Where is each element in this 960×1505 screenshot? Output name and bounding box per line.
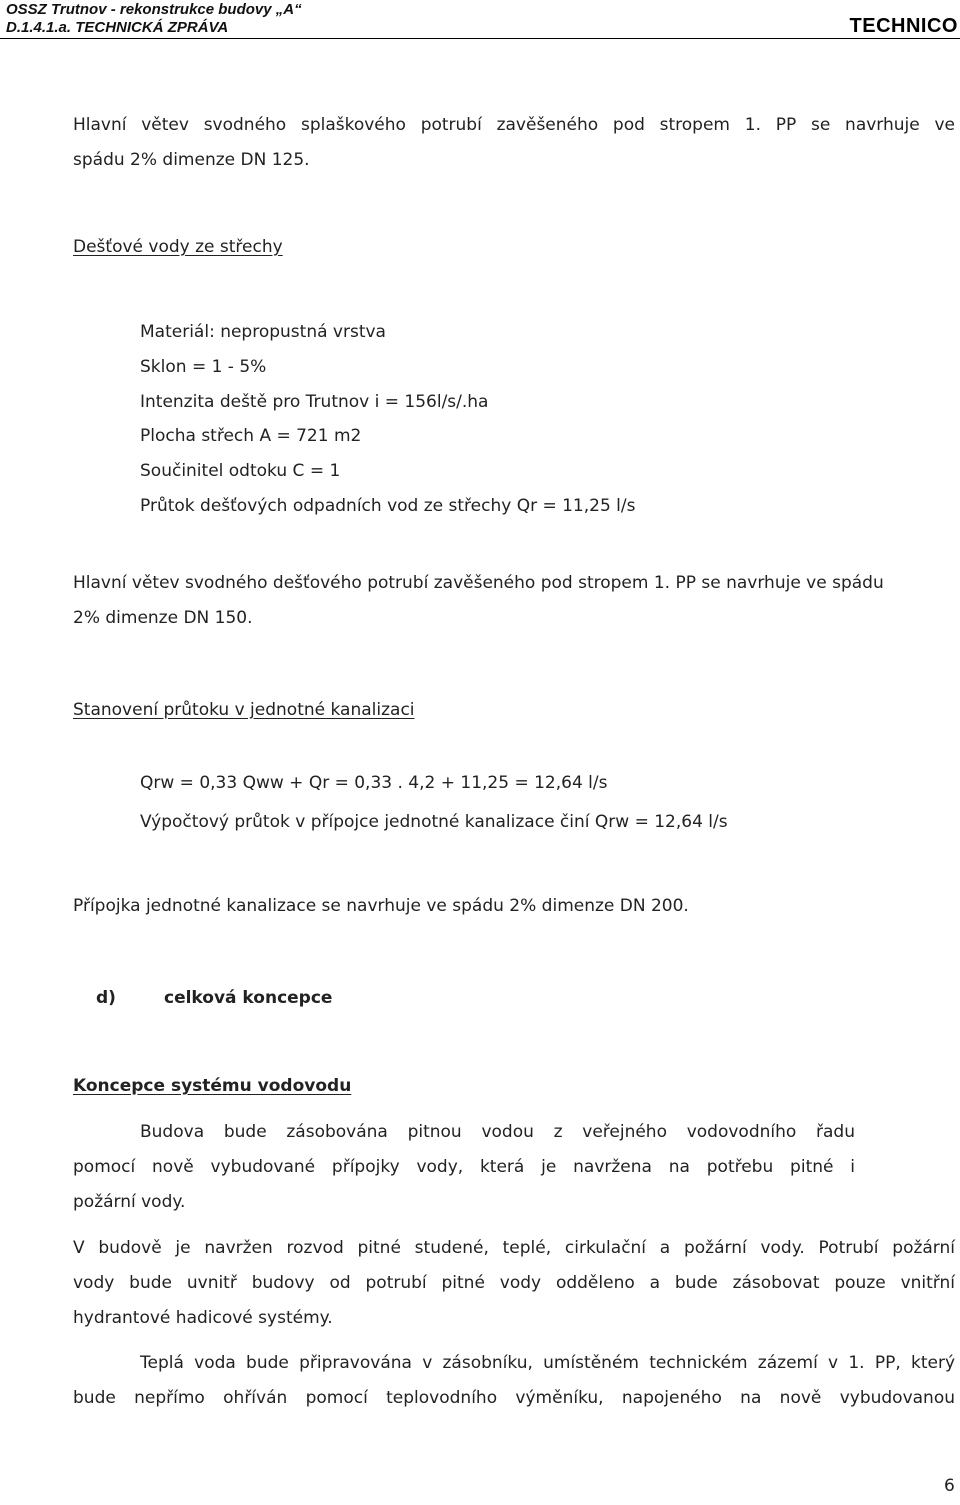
heading-water-system: Koncepce systému vodovodu <box>73 1076 352 1096</box>
flow-item-formula: Qrw = 0,33 Qww + Qr = 0,33 . 4,2 + 11,25 = 12,64 l/s <box>140 773 608 793</box>
paragraph-hotwater-line1: Teplá voda bude připravována v zásobníku, umístěném technickém zázemí v 1. PP, který <box>140 1353 955 1373</box>
paragraph-hotwater-line2: bude nepřímo ohříván pomocí teplovodního výměníku, napojeného na nově vybudovanou <box>73 1388 955 1408</box>
paragraph-supply-line3: požární vody. <box>73 1192 186 1212</box>
rain-item-coefficient: Součinitel odtoku C = 1 <box>140 461 341 481</box>
heading-flow-calculation: Stanovení průtoku v jednotné kanalizaci <box>73 700 415 720</box>
paragraph-sewage-line1: Hlavní větev svodného splaškového potrubí zavěšeného pod stropem 1. PP se navrhuje ve <box>73 115 955 135</box>
paragraph-distribution-line3: hydrantové hadicové systémy. <box>73 1308 333 1328</box>
paragraph-rain-line1: Hlavní větev svodného dešťového potrubí zavěšeného pod stropem 1. PP se navrhuje ve spádu <box>73 573 884 593</box>
rain-item-flow: Průtok dešťových odpadních vod ze střechy Qr = 11,25 l/s <box>140 496 636 516</box>
heading-rainwater: Dešťové vody ze střechy <box>73 237 283 257</box>
section-letter: d) <box>96 988 116 1008</box>
rain-item-intensity: Intenzita deště pro Trutnov i = 156l/s/.ha <box>140 392 489 412</box>
header-divider <box>0 38 960 39</box>
paragraph-distribution-line2: vody bude uvnitř budovy od potrubí pitné vody odděleno a bude zásobovat pouze vnitřní <box>73 1273 955 1293</box>
company-logo: TECHNICO <box>849 15 958 37</box>
page-number: 6 <box>944 1476 955 1496</box>
rain-item-material: Materiál: nepropustná vrstva <box>140 322 386 342</box>
section-title: celková koncepce <box>164 988 333 1008</box>
paragraph-rain-line2: 2% dimenze DN 150. <box>73 608 253 628</box>
rain-item-area: Plocha střech A = 721 m2 <box>140 426 362 446</box>
flow-item-result: Výpočtový průtok v přípojce jednotné kanalizace činí Qrw = 12,64 l/s <box>140 812 728 832</box>
paragraph-sewage-line2: spádu 2% dimenze DN 125. <box>73 150 310 170</box>
paragraph-supply-line1: Budova bude zásobována pitnou vodou z veřejného vodovodního řadu <box>140 1122 855 1142</box>
page-header <box>0 0 960 40</box>
rain-item-slope: Sklon = 1 - 5% <box>140 357 267 377</box>
header-document-title: D.1.4.1.a. TECHNICKÁ ZPRÁVA <box>6 19 229 36</box>
paragraph-supply-line2: pomocí nově vybudované přípojky vody, která je navržena na potřebu pitné i <box>73 1157 855 1177</box>
paragraph-connection: Přípojka jednotné kanalizace se navrhuje ve spádu 2% dimenze DN 200. <box>73 896 689 916</box>
paragraph-distribution-line1: V budově je navržen rozvod pitné studené, teplé, cirkulační a požární vody. Potrubí požární <box>73 1238 955 1258</box>
header-project-title: OSSZ Trutnov - rekonstrukce budovy „A“ <box>6 1 302 18</box>
